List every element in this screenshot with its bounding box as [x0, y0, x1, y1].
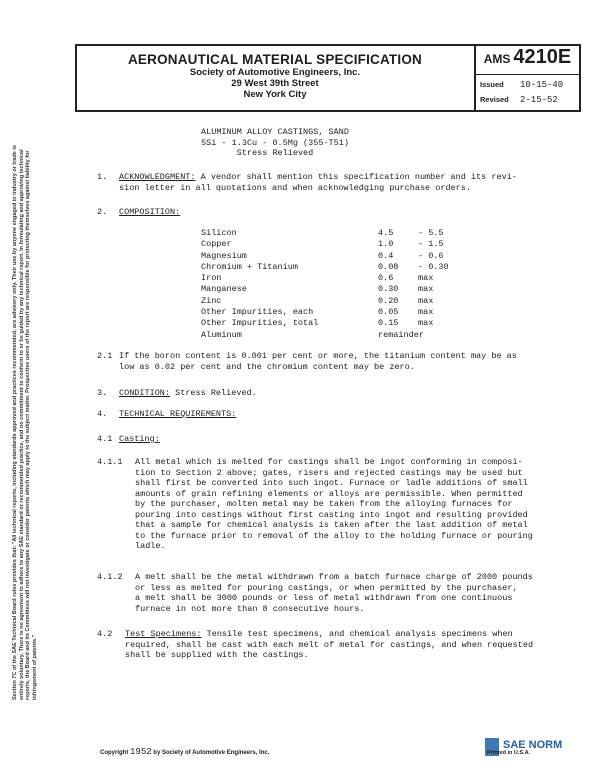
section-text	[119, 207, 579, 218]
section-line: pouring into castings without first casting into ingot and resulting provided	[135, 509, 528, 520]
section-line: furnace in not more than 8 consecutive hours.	[135, 603, 365, 614]
section-line: All metal which is melted for castings shall be ingot conforming in composi-	[135, 457, 523, 467]
section-heading: Casting:	[119, 434, 160, 444]
ams-prefix: AMS	[483, 52, 511, 66]
section-line: Stress Relieved.	[170, 388, 257, 398]
element-name: Zinc	[201, 295, 222, 306]
section-number: 4.1	[97, 434, 113, 444]
section-heading: TECHNICAL REQUIREMENTS:	[119, 409, 237, 419]
composition-row	[201, 262, 449, 273]
section-line: sion letter in all quotations and when acknowledging purchase orders.	[119, 182, 471, 193]
composition-row	[201, 251, 449, 262]
ams-number-box	[476, 46, 579, 75]
element-max: - 0.6	[418, 250, 444, 261]
element-name: Other Impurities, total	[201, 318, 319, 329]
element-min: 4.5	[378, 228, 394, 238]
copyright-suffix: by Society of Automotive Engineers, Inc.	[153, 750, 270, 756]
section-line: to the furnace prior to removal of the alloy to the holding furnace or pouring	[135, 530, 533, 541]
section-heading: Test Specimens:	[125, 629, 202, 639]
revised-label: Revised	[480, 95, 509, 104]
section-text	[119, 351, 579, 372]
date-block	[480, 80, 580, 110]
spec-title-line1: ALUMINUM ALLOY CASTINGS, SAND	[201, 127, 349, 137]
section-line: tion to Section 2 above; gates, risers and rejected castings may be used but	[135, 467, 523, 478]
element-max: max	[418, 307, 434, 318]
section-line: a melt shall be 3000 pounds or less of metal withdrawn from one continuous	[135, 593, 513, 603]
section-text	[135, 572, 583, 614]
issued-date: 10-15-40	[520, 80, 564, 90]
section-line: low as 0.02 per cent and the chromium content may be zero.	[119, 361, 415, 372]
spec-title-line2: 5Si - 1.3Cu - 0.5Mg (355-T51)	[201, 137, 349, 148]
element-max: - 0.30	[418, 261, 449, 272]
printed-in: Printed in U.S.A.	[487, 750, 531, 756]
element-min: 0.4	[378, 250, 394, 261]
element-name: Silicon	[201, 228, 237, 238]
element-min: 0.30	[378, 284, 399, 295]
composition-row	[201, 296, 449, 307]
element-max: - 1.5	[418, 239, 444, 250]
section-number: 3.	[97, 388, 108, 398]
section-text	[119, 409, 579, 420]
revised-row	[480, 95, 580, 110]
section-text	[135, 457, 583, 552]
composition-row	[201, 307, 449, 318]
section-line: amounts of grain refining elements or alloys are permissible. When permitted	[135, 488, 523, 499]
copyright-year: 1952	[130, 747, 152, 757]
spec-title-line3: Stress Relieved	[236, 148, 314, 158]
section-text	[119, 172, 579, 193]
section-text	[119, 434, 579, 445]
element-min: 0.20	[378, 295, 399, 306]
section-line: required, shall be cast with each melt of metal for castings, and when requested	[125, 639, 534, 650]
section-text	[125, 629, 583, 661]
section-line: by the purchaser, molten metal may be taken from the alloying furnaces for	[135, 499, 513, 509]
element-name: Magnesium	[201, 250, 247, 261]
section-number: 1.	[97, 172, 108, 182]
section-line: A melt shall be the metal withdrawn from a batch furnace charge of 2000 pounds	[135, 572, 533, 582]
element-min: 1.0	[378, 239, 394, 250]
revised-date: 2-15-52	[520, 95, 558, 105]
composition-row	[201, 330, 449, 341]
section-number: 4.2	[97, 629, 113, 639]
element-max: max	[418, 295, 434, 306]
element-name: Iron	[201, 273, 222, 284]
section-heading: CONDITION:	[119, 388, 171, 398]
element-min: 0.6	[378, 273, 394, 284]
issued-label: Issued	[480, 80, 504, 89]
composition-table	[201, 228, 449, 341]
section-heading: ACKNOWLEDGMENT:	[119, 172, 196, 182]
element-min: remainder	[378, 329, 424, 340]
section-line: that a sample for chemical analysis is taken after the last addition of metal	[135, 520, 528, 530]
section-number: 2.1	[97, 351, 113, 361]
element-min: 0.05	[378, 307, 399, 318]
element-name: Aluminum	[201, 329, 242, 340]
section-number: 4.	[97, 409, 108, 419]
element-max: max	[418, 284, 434, 295]
composition-row	[201, 284, 449, 295]
society-address-line1: 29 West 39th Street	[231, 78, 319, 89]
sae-legal-side-note: Section 7C of the SAE Technical Board rules provides that: "All technical reports, including standards approved and practices recommended, are advisory only. Their use by anyone engaged in industry or trade is entirely voluntary. There is no agreement to adhere to any SAE standard or recommended practice, and no commitment to conform to or be guided by any technical report. In formulating and approving technical reports, the Board and its Committees will not investigate or consider patents which may apply to the subject matter. Prospective users of the report are responsible for protecting themselves against liability for infringement of patents."	[12, 145, 38, 700]
element-min: 0.15	[378, 318, 399, 329]
element-max: - 5.5	[418, 228, 444, 238]
element-max: max	[418, 318, 434, 329]
ams-number: 4210E	[513, 46, 572, 68]
section-line: A vendor shall mention this specification number and its revi-	[195, 172, 517, 182]
composition-row	[201, 273, 449, 284]
spec-category-title: AERONAUTICAL MATERIAL SPECIFICATION	[127, 52, 422, 67]
header-main	[77, 46, 473, 110]
section-text	[119, 388, 579, 399]
section-line: If the boron content is 0.001 per cent or more, the titanium content may be as	[119, 351, 517, 361]
element-name: Manganese	[201, 284, 247, 295]
section-line: shall be supplied with the castings.	[125, 650, 309, 660]
society-name: Society of Automotive Engineers, Inc.	[189, 67, 361, 78]
element-max: max	[418, 273, 434, 284]
element-name: Copper	[201, 239, 232, 250]
issued-row	[480, 80, 580, 95]
copyright-prefix: Copyright	[100, 750, 129, 756]
section-line: Tensile test specimens, and chemical analysis specimens when	[201, 629, 513, 639]
composition-row	[201, 318, 449, 329]
section-number: 2.	[97, 207, 108, 217]
element-name: Chromium + Titanium	[201, 261, 298, 272]
section-number: 4.1.2	[97, 572, 123, 582]
section-line: ladle.	[135, 541, 166, 551]
spec-title	[77, 127, 473, 159]
composition-row	[201, 228, 449, 239]
section-number: 4.1.1	[97, 457, 123, 467]
element-name: Other Impurities, each	[201, 307, 314, 318]
society-address-line2: New York City	[243, 89, 307, 100]
section-heading: COMPOSITION:	[119, 207, 181, 217]
element-min: 0.08	[378, 261, 399, 272]
logo-text: SAE NORM	[503, 739, 563, 751]
sae-norm-logo	[485, 734, 595, 762]
copyright-line	[100, 747, 269, 757]
section-line: shall first be converted into such ingot. Furnace or ladle additions of small	[135, 478, 528, 488]
section-line: or less as melted for pouring castings, or when permitted by the purchaser,	[135, 582, 518, 593]
composition-row	[201, 239, 449, 250]
